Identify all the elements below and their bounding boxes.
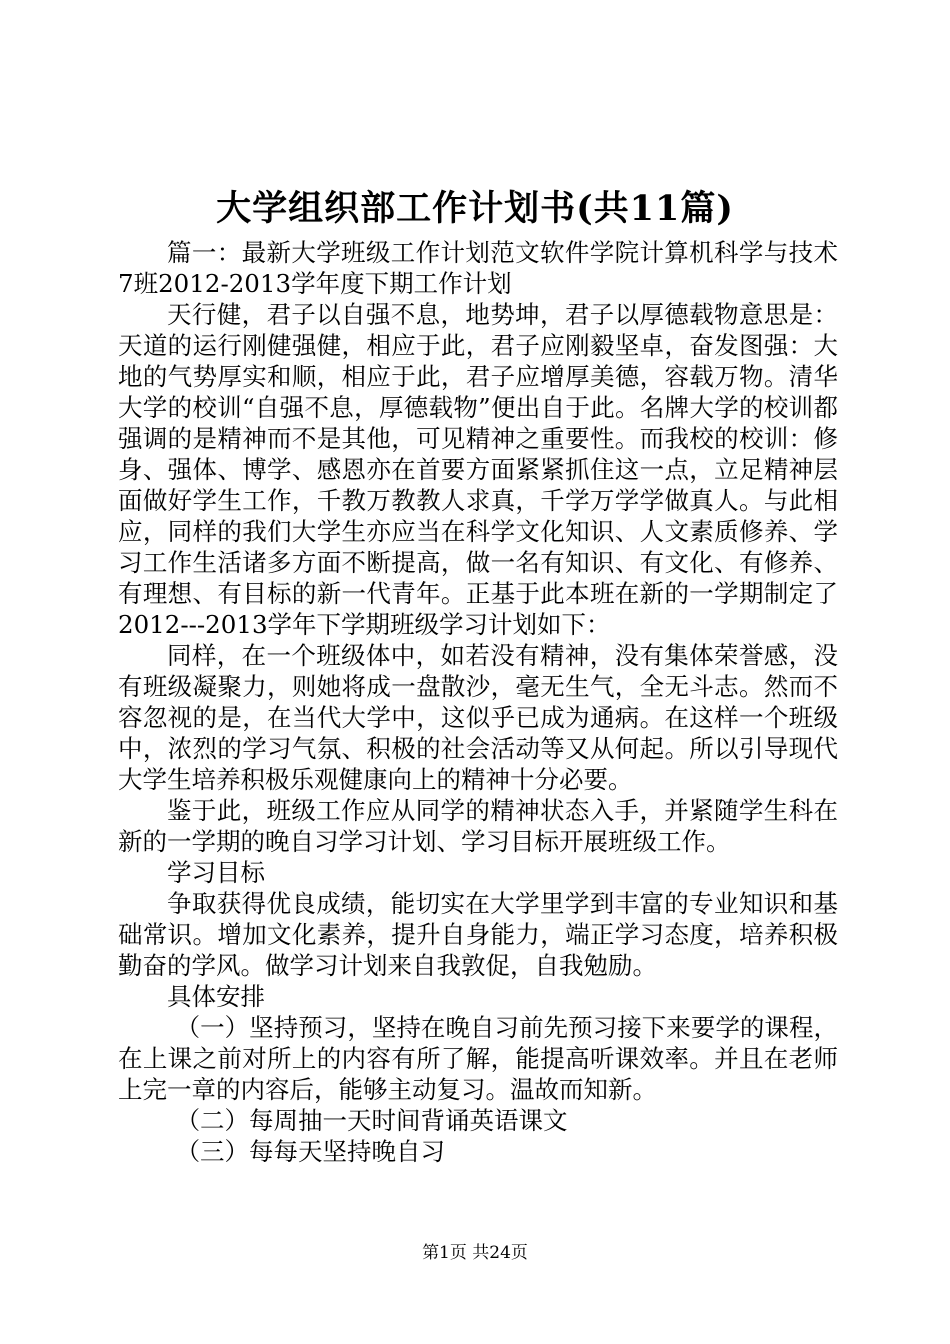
paragraph-2: 天行健，君子以自强不息，地势坤，君子以厚德载物意思是：天道的运行刚健强健，相应于此，君子应刚毅坚卓，奋发图强：大地的气势厚实和顺，相应于此，君子应增厚美德，容载万物。清华大学的校训“自强不息，厚德载物”便出自于此。名牌大学的校训都强调的是精神而不是其他，可见精神之重要性。而我校的校训：修身、强体、博学、感恩亦在首要方面紧紧抓住这一点，立足精神层面做好学生工作，千教万教教人求真，千学万学学做真人。与此相应，同样的我们大学生亦应当在科学文化知识、人文素质修养、学习工作生活诸多方面不断提高，做一名有知识、有文化、有修养、有理想、有目标的新一代青年。正基于此本班在新的一学期制定了2012---2013学年下学期班级学习计划如下： bbox=[118, 300, 838, 639]
list-item-2: （二）每周抽一天时间背诵英语课文 bbox=[175, 1106, 568, 1135]
paragraph-5: 争取获得优良成绩，能切实在大学里学到丰富的专业知识和基础常识。增加文化素养，提升自身能力，端正学习态度，培养积极勤奋的学风。做学习计划来自我敦促，自我勉励。 bbox=[118, 889, 838, 980]
document-title: 大学组织部工作计划书(共11篇) bbox=[216, 188, 734, 229]
list-item-3: （三）每每天坚持晚自习 bbox=[175, 1137, 446, 1166]
section-heading-arrangements: 具体安排 bbox=[167, 982, 265, 1011]
paragraph-4: 鉴于此，班级工作应从同学的精神状态入手，并紧随学生科在新的一学期的晚自习学习计划、学习目标开展班级工作。 bbox=[118, 796, 838, 856]
paragraph-1: 篇一：最新大学班级工作计划范文软件学院计算机科学与技术7班2012-2013学年度下期工作计划 bbox=[118, 238, 838, 298]
document-body bbox=[118, 237, 838, 1167]
list-item-1: （一）坚持预习，坚持在晚自习前先预习接下来要学的课程，在上课之前对所上的内容有所了解，能提高听课效率。并且在老师上完一章的内容后，能够主动复习。温故而知新。 bbox=[118, 1013, 838, 1104]
paragraph-3: 同样，在一个班级体中，如若没有精神，没有集体荣誉感，没有班级凝聚力，则她将成一盘散沙，毫无生气，全无斗志。然而不容忽视的是，在当代大学中，这似乎已成为通病。在这样一个班级中，浓烈的学习气氛、积极的社会活动等又从何起。所以引导现代大学生培养积极乐观健康向上的精神十分必要。 bbox=[118, 641, 838, 794]
section-heading-study-goals: 学习目标 bbox=[167, 858, 265, 887]
page-number-footer: 第1页 共24页 bbox=[422, 1243, 528, 1263]
